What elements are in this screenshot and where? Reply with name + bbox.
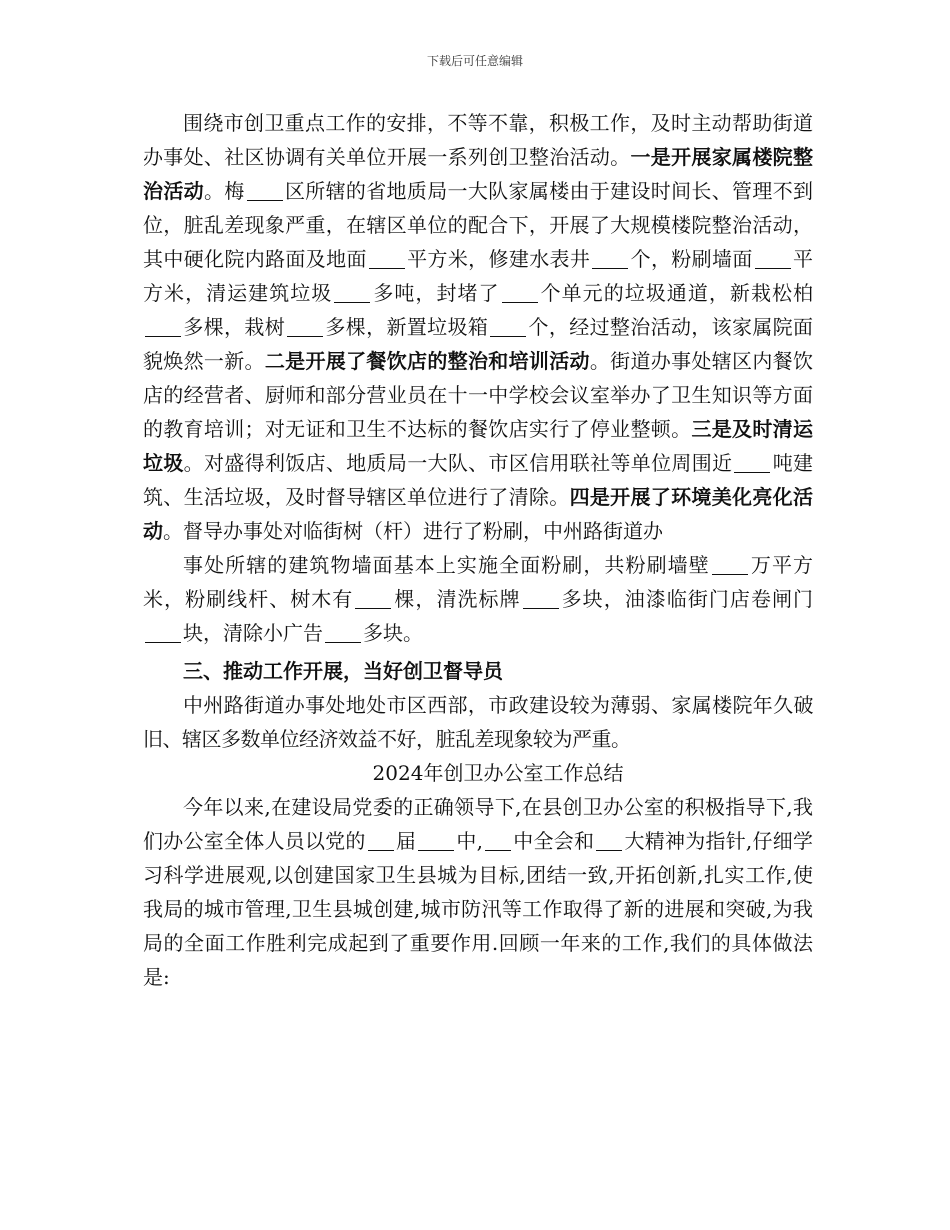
text-span: 。督导办事处对临街树（杆）进行了粉刷，中州路街道办: [163, 519, 663, 543]
document-title: 2024年创卫办公室工作总结: [372, 761, 624, 785]
text-span: 块，清除小广告: [183, 621, 323, 645]
text-span: 中,: [456, 829, 484, 853]
text-span: 平方米，修建水表井: [406, 247, 591, 271]
text-span: 平方米，清运建筑垃圾: [143, 247, 814, 305]
text-span: 多吨，封堵了: [372, 281, 500, 305]
blank-line: [145, 620, 181, 643]
text-span: 个，粉刷墙面: [630, 247, 753, 271]
text-span: 。对盛得利饭店、地质局一大队、市区信用联社等单位周围近: [183, 451, 733, 475]
blank-line: [287, 314, 323, 337]
bold-point-4: 四是开展了环境美化亮化活动: [143, 485, 813, 543]
blank-line: [712, 552, 748, 575]
blank-line: [734, 450, 770, 473]
text-span: 区所辖的省地质局一大队家属楼由于建设时间长、管理不到位，脏乱差现象严重，在辖区单位的配合下，开展了大规模楼院整治活动，其中硬化院内路面及地面: [143, 179, 814, 271]
text-span: 棵，清洗标牌: [393, 587, 521, 611]
blank-line: [145, 314, 181, 337]
blank-line: [355, 586, 391, 609]
text-span: 中全会和: [513, 829, 595, 853]
page-header: 下载后可任意编辑: [426, 54, 523, 68]
blank-line: [334, 280, 370, 303]
blank-line: [325, 620, 361, 643]
blank-line: [592, 246, 628, 269]
paragraph-rectification: [143, 106, 813, 548]
text-span: 吨建筑、生活垃圾，及时督导辖区单位进行了清除。: [143, 451, 814, 509]
paragraph-summary-intro: [143, 790, 813, 994]
blank-line: [485, 828, 511, 851]
bold-point-2: 二是开展了餐饮店的整治和培训活动: [264, 349, 590, 373]
text-span: 个单元的垃圾通道，新栽松柏: [539, 281, 814, 305]
paragraph-painting: [143, 548, 813, 650]
bold-point-1: 一是开展家属楼院整治活动: [143, 145, 813, 203]
blank-line: [418, 828, 454, 851]
text-span: 多块，油漆临街门店卷闸门: [560, 587, 814, 611]
blank-line: [368, 828, 394, 851]
blank-line: [755, 246, 791, 269]
text-span: 大精神为指针,仔细学习科学进展观,以创建国家卫生县城为目标,团结一致,开拓创新,扎实工作,使我局的城市管理,卫生县城创建,城市防汛等工作取得了新的进展和突破,为我局的全面工作胜利完成起到了重要作用.回顾一年来的工作,我们的具体做法是:: [143, 829, 814, 989]
text-span: 届: [395, 829, 417, 853]
blank-line: [490, 314, 526, 337]
text-span: 多棵，新置垃圾箱: [325, 315, 489, 339]
paragraph-zhongzhou: 中州路街道办事处地处市区西部，市政建设较为薄弱、家属楼院年久破旧、辖区多数单位经济效益不好，脏乱差现象较为严重。: [143, 693, 813, 751]
document-body: [143, 106, 813, 994]
text-span: 个，经过整治活动，该家属院面貌焕然一新。: [143, 315, 814, 373]
text-span: 多棵，栽树: [183, 315, 286, 339]
text-span: 。梅: [203, 179, 245, 203]
blank-line: [247, 178, 283, 201]
bold-point-3: 三是及时清运垃圾: [143, 417, 813, 475]
text-span: 围绕市创卫重点工作的安排，不等不靠，积极工作，及时主动帮助街道办事处、社区协调有关单位开展一系列创卫整治活动。: [143, 111, 813, 169]
text-span: 事处所辖的建筑物墙面基本上实施全面粉刷，共粉刷墙壁: [183, 553, 710, 577]
blank-line: [502, 280, 538, 303]
blank-line: [523, 586, 559, 609]
blank-line: [596, 828, 622, 851]
section-heading-3: 三、推动工作开展，当好创卫督导员: [183, 659, 503, 683]
text-span: 万平方米，粉刷线杆、树木有: [143, 553, 814, 611]
text-span: 。街道办事处辖区内餐饮店的经营者、厨师和部分营业员在十一中学校会议室举办了卫生知识等方面的教育培训；对无证和卫生不达标的餐饮店实行了停业整顿。: [143, 349, 813, 441]
text-span: 今年以来,在建设局党委的正确领导下,在县创卫办公室的积极指导下,我们办公室全体人员以党的: [143, 795, 813, 853]
text-span: 多块。: [363, 621, 423, 645]
blank-line: [369, 246, 405, 269]
